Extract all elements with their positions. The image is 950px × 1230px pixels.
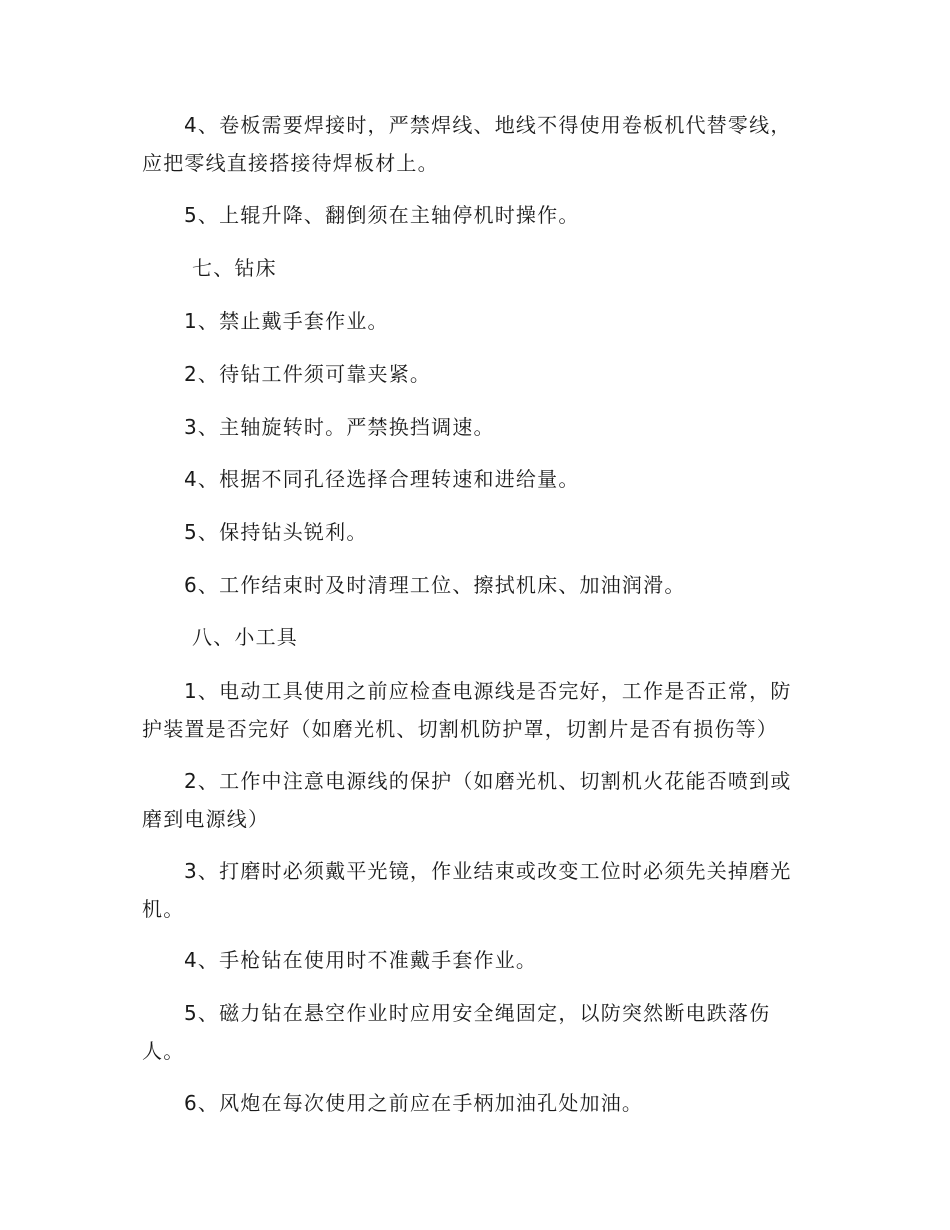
- paragraph-tools-2: 2、工作中注意电源线的保护（如磨光机、切割机火花能否喷到或磨到电源线）: [142, 769, 792, 831]
- paragraph-tools-6: 6、风炮在每次使用之前应在手柄加油孔处加油。: [184, 1091, 644, 1115]
- paragraph-drill-6: 6、工作结束时及时清理工位、擦拭机床、加油润滑。: [184, 573, 686, 597]
- paragraph-rolling-machine-5: 5、上辊升降、翻倒须在主轴停机时操作。: [184, 203, 580, 227]
- paragraph-tools-1: 1、电动工具使用之前应检查电源线是否完好，工作是否正常，防护装置是否完好（如磨光机、切割机防护罩，切割片是否有损伤等）: [142, 679, 792, 741]
- paragraph-drill-2: 2、待钻工件须可靠夹紧。: [184, 362, 432, 386]
- paragraph-rolling-machine-4: 4、卷板需要焊接时，严禁焊线、地线不得使用卷板机代替零线，应把零线直接搭接待焊板材上。: [142, 113, 792, 175]
- section-heading-drill-press: 七、钻床: [192, 256, 277, 280]
- paragraph-drill-3: 3、主轴旋转时。严禁换挡调速。: [184, 415, 495, 439]
- paragraph-drill-5: 5、保持钻头锐利。: [184, 520, 368, 544]
- paragraph-drill-4: 4、根据不同孔径选择合理转速和进给量。: [184, 467, 580, 491]
- paragraph-tools-5: 5、磁力钻在悬空作业时应用安全绳固定，以防突然断电跌落伤人。: [142, 1001, 771, 1063]
- paragraph-tools-3: 3、打磨时必须戴平光镜，作业结束或改变工位时必须先关掉磨光机。: [142, 859, 792, 921]
- section-heading-small-tools: 八、小工具: [192, 625, 298, 649]
- paragraph-tools-4: 4、手枪钻在使用时不准戴手套作业。: [184, 948, 538, 972]
- paragraph-drill-1: 1、禁止戴手套作业。: [184, 309, 389, 333]
